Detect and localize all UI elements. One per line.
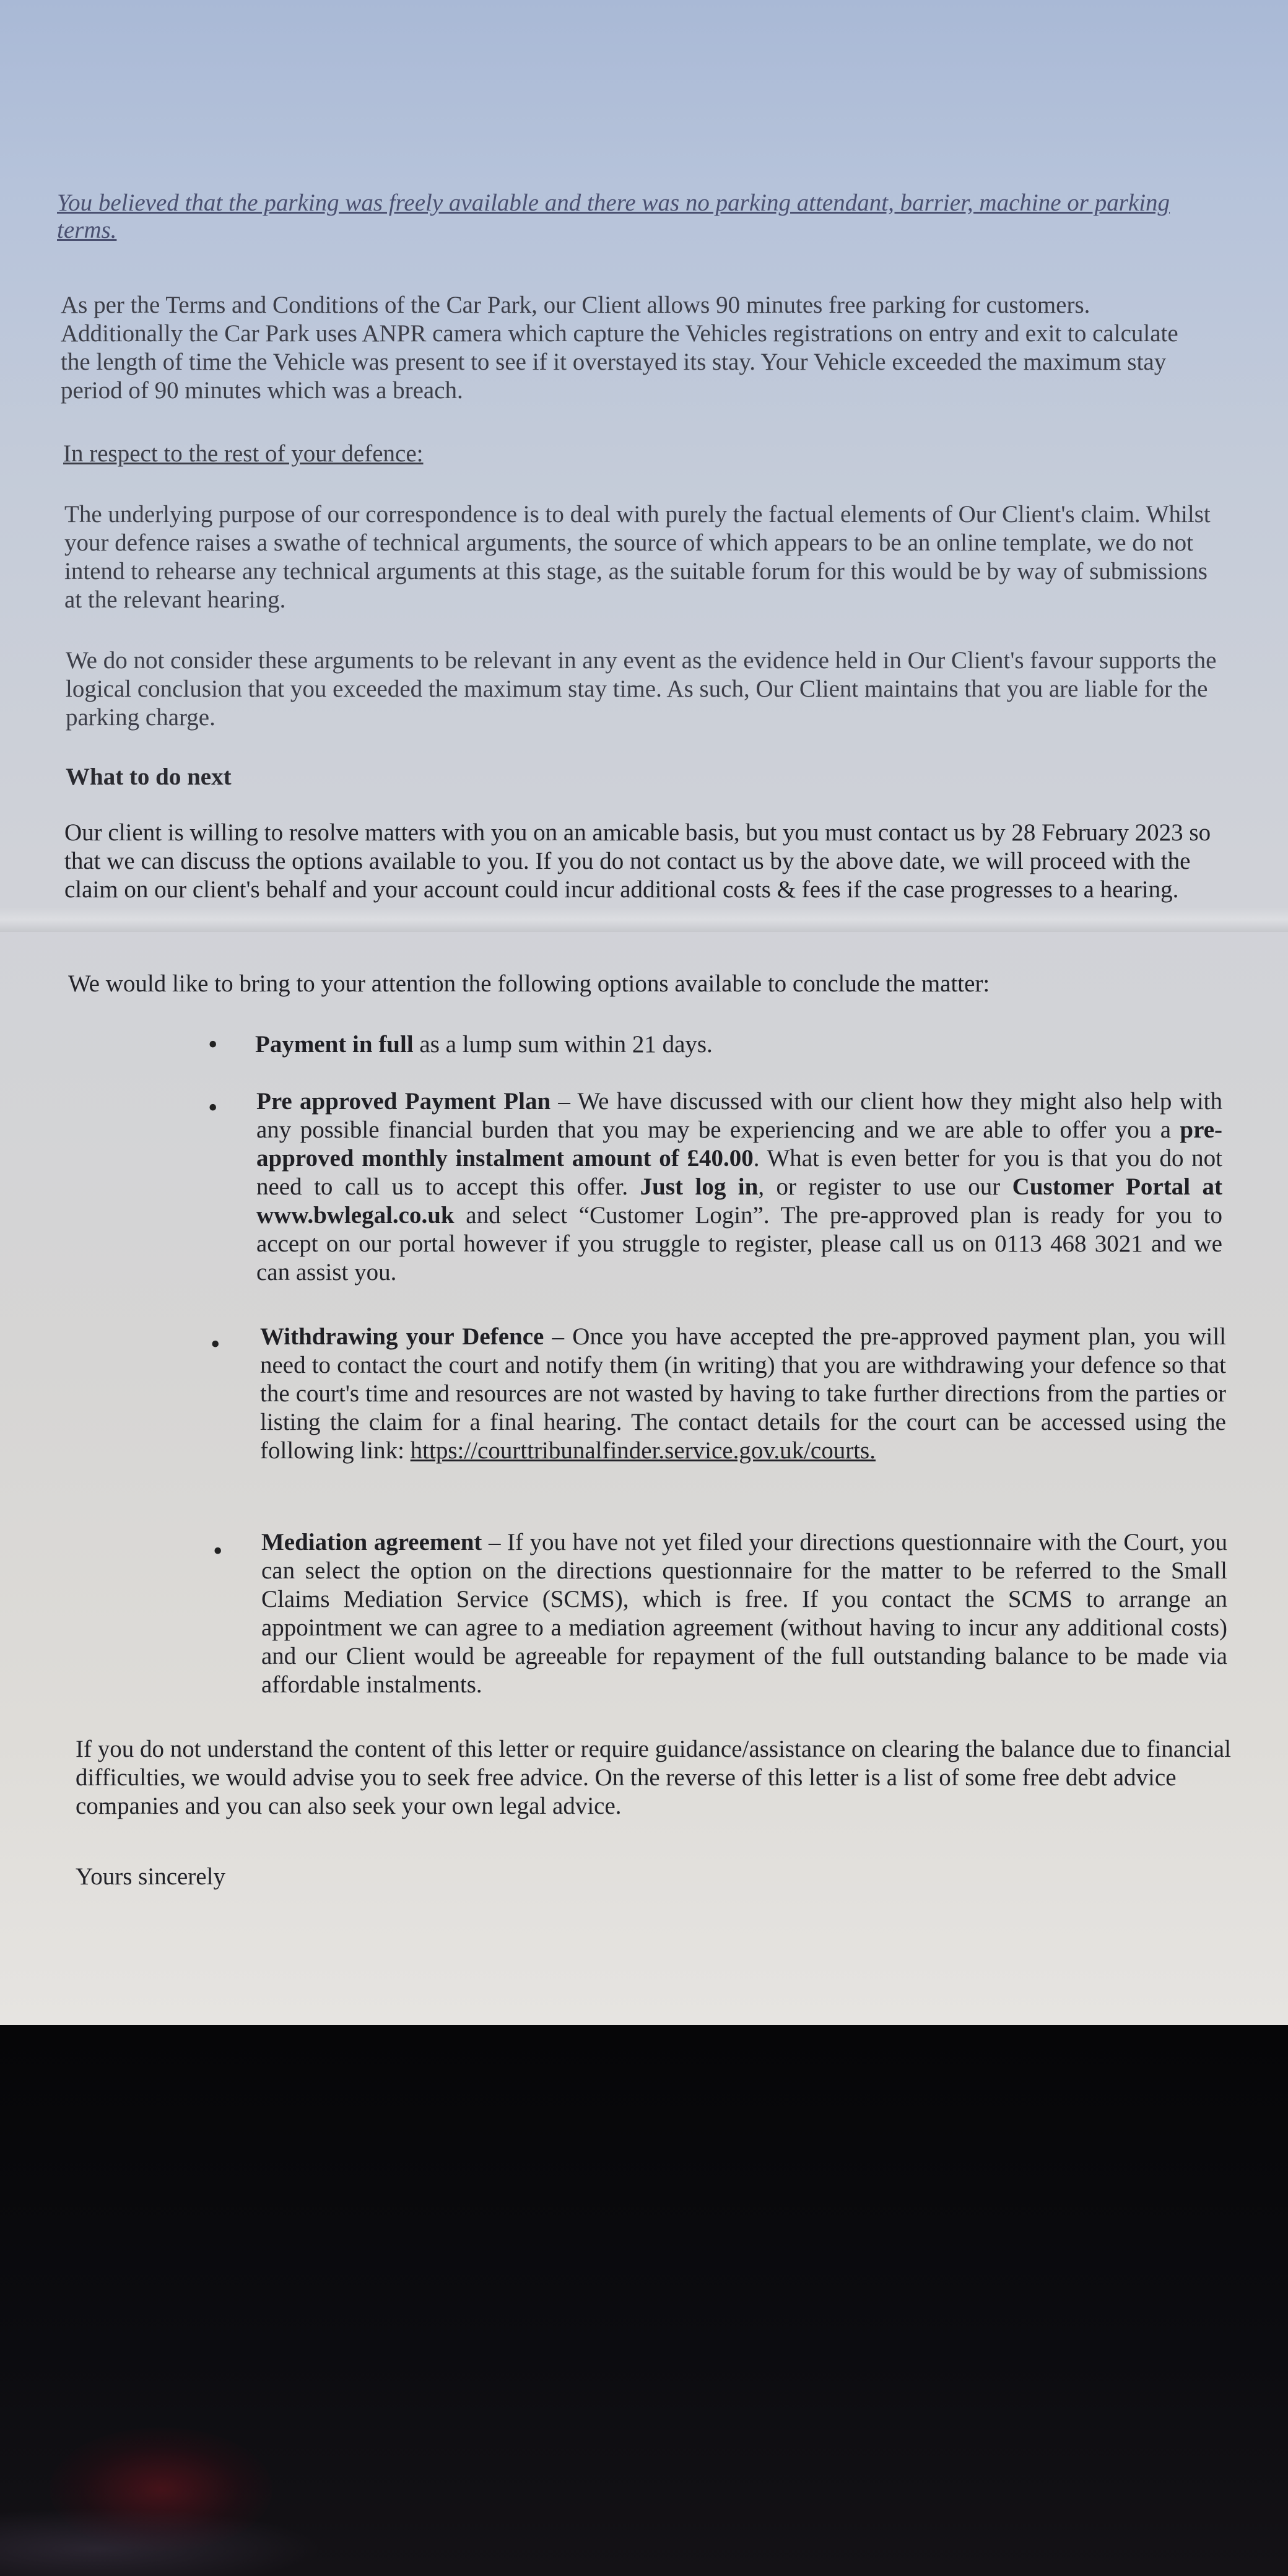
signoff: Yours sincerely bbox=[76, 1863, 225, 1890]
bullet-payment-in-full-text: as a lump sum within 21 days. bbox=[413, 1031, 713, 1058]
bullet-payment-in-full-title: Payment in full bbox=[255, 1031, 414, 1058]
options-intro-paragraph: We would like to bring to your attention the following options available to conclude the matter: bbox=[68, 970, 990, 997]
bullet-payment-plan-text-1: – We have discussed with our client how they might also help with any possible financial burden that you may be experiencing and we are able to offer you a bbox=[256, 1088, 1222, 1143]
bullet-dot: • bbox=[213, 1536, 223, 1566]
bullet-mediation-text: – If you have not yet filed your directions questionnaire with the Court, you can select the option on the directions questionnaire for the matter to be referred to the Small Claims Mediation Service (SCMS), which is free. If you contact the SCMS to arrange an appointment we can agree to a mediation agreement (without having to incur any additional costs) and our Client would be agreeable for repayment of the full outstanding balance to be made via affordable instalments. bbox=[261, 1529, 1227, 1698]
rest-of-defence-heading: In respect to the rest of your defence: bbox=[63, 440, 424, 467]
bullet-payment-plan-title: Pre approved Payment Plan bbox=[256, 1088, 551, 1115]
advice-paragraph: If you do not understand the content of this letter or require guidance/assistance on clearing the balance due to financial difficulties, we would advise you to seek free advice. On the reverse of this letter is a list of some free debt advice companies and you can also seek your own legal advice. bbox=[76, 1736, 1231, 1819]
bullet-payment-plan-instalment: pre-approved monthly instalment amount of £40.00 bbox=[256, 1116, 1222, 1172]
terms-paragraph: As per the Terms and Conditions of the Car Park, our Client allows 90 minutes free parking for customers. Additionally the Car Park uses ANPR camera which capture the Vehicles registrations on entry and exit to calculate the length of time the Vehicle was present to see if it overstayed its stay. Your Vehicle exceeded the maximum stay period of 90 minutes which was a breach. bbox=[61, 292, 1178, 404]
bullet-withdraw-defence bbox=[260, 1323, 1226, 1465]
bullet-payment-plan-text-4: and select “Customer Login”. The pre-approved plan is ready for you to accept on our portal however if you struggle to register, please call us on 0113 468 3021 and we can assist you. bbox=[256, 1202, 1222, 1286]
floor-smudge bbox=[0, 2508, 322, 2576]
bullet-dot: • bbox=[211, 1329, 220, 1359]
what-to-do-next-heading: What to do next bbox=[66, 764, 232, 790]
bullet-mediation-title: Mediation agreement bbox=[261, 1529, 482, 1556]
court-finder-link[interactable]: https://courttribunalfinder.service.gov.uk/courts. bbox=[410, 1437, 876, 1464]
bullet-dot: • bbox=[208, 1092, 218, 1123]
bullet-withdraw-defence-text: – Once you have accepted the pre-approved payment plan, you will need to contact the court and notify them (in writing) that you are withdrawing your defence so that the court's time and resources are not wasted by having to take further directions from the parties or listing the claim for a final hearing. The contact details for the court can be accessed using the following link: bbox=[260, 1323, 1226, 1464]
amicable-paragraph: Our client is willing to resolve matters with you on an amicable basis, but you must contact us by 28 February 2023 so that we can discuss the options available to you. If you do not contact us by the above date, we will proceed with the claim on our client's behalf and your account could incur additional costs & fees if the case progresses to a hearing. bbox=[64, 819, 1211, 903]
bullet-payment-plan bbox=[256, 1087, 1222, 1287]
bullet-payment-plan-login: Just log in bbox=[640, 1173, 759, 1200]
purpose-paragraph: The underlying purpose of our correspondence is to deal with purely the factual elements of Our Client's claim. Whilst your defence raises a swathe of technical arguments, the source of which appears to be an online template, we do not intend to rehearse any technical arguments at this stage, as the suitable forum for this would be by way of submissions at the relevant hearing. bbox=[64, 501, 1211, 613]
bullet-payment-plan-text-3: , or register to use our bbox=[758, 1173, 1012, 1200]
bullet-dot: • bbox=[208, 1029, 218, 1060]
bullet-withdraw-defence-title: Withdrawing your Defence bbox=[260, 1323, 544, 1350]
intro-italic-paragraph: You believed that the parking was freely available and there was no parking attendant, barrier, machine or parking terms. bbox=[57, 189, 1170, 243]
bullet-mediation bbox=[261, 1528, 1227, 1699]
bullet-payment-in-full bbox=[255, 1030, 1221, 1059]
bullet-payment-plan-portal: Customer Portal at www.bwlegal.co.uk bbox=[256, 1173, 1222, 1229]
bullet-payment-plan-text-2: . What is even better for you is that you do not need to call us to accept this offer. bbox=[256, 1145, 1222, 1200]
relevance-paragraph: We do not consider these arguments to be relevant in any event as the evidence held in Our Client's favour supports the logical conclusion that you exceeded the maximum stay time. As such, Our Client maintains that you are liable for the parking charge. bbox=[66, 647, 1217, 731]
